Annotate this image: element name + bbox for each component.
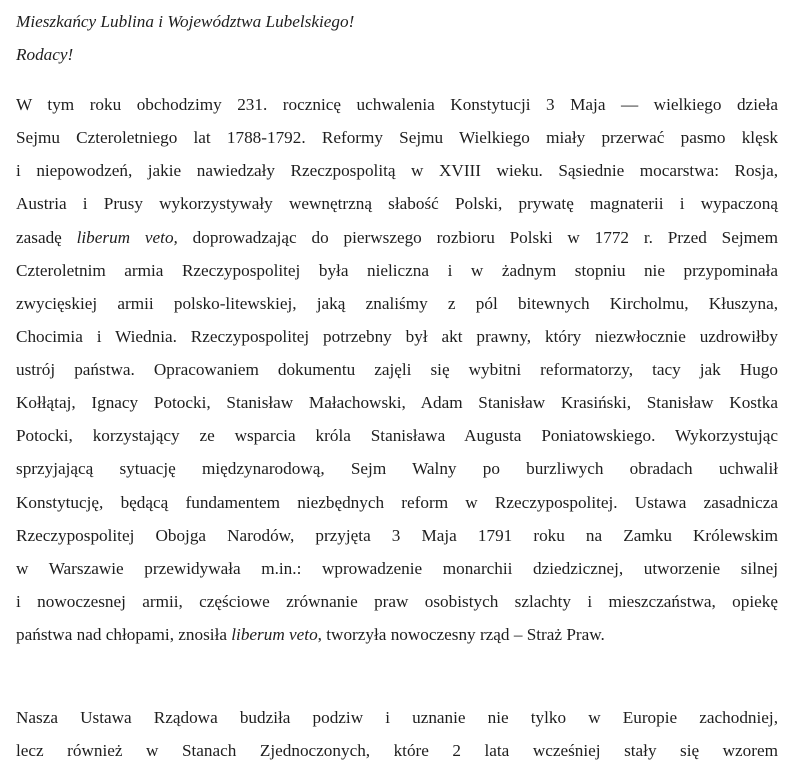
paragraph-line: Sejmu Czteroletniego lat 1788-1792. Reformy Sejmu Wielkiego miały przerwać pasmo klęsk: [16, 128, 778, 147]
paragraph-line: Czteroletnim armia Rzeczypospolitej była nieliczna i w żadnym stopniu nie przypominała: [16, 261, 778, 280]
italic-term: liberum veto: [231, 625, 318, 644]
paragraph-line: Austria i Prusy wykorzystywały wewnętrzną słabość Polski, prywatę magnaterii i wypaczoną: [16, 194, 778, 213]
text-run: zasadę: [16, 228, 77, 247]
paragraph-line: i niepowodzeń, jakie nawiedzały Rzeczpospolitą w XVIII wieku. Sąsiednie mocarstwa: Rosja,: [16, 161, 778, 180]
paragraph-line: lecz również w Stanach Zjednoczonych, które 2 lata wcześniej stały się wzorem: [16, 741, 778, 760]
paragraph-line: Nasza Ustawa Rządowa budziła podziw i uznanie nie tylko w Europie zachodniej,: [16, 708, 778, 727]
text-run: państwa nad chłopami, znosiła: [16, 625, 232, 644]
paragraph-line: i nowoczesnej armii, częściowe zrównanie praw osobistych szlachty i mieszczaństwa, opiekę: [16, 592, 778, 611]
italic-term: liberum veto,: [76, 228, 178, 247]
paragraph-line: Potocki, korzystający ze wsparcia króla Stanisława Augusta Poniatowskiego. Wykorzystując: [16, 426, 778, 445]
text-run: , tworzyła nowoczesny rząd – Straż Praw.: [317, 625, 605, 644]
paragraph-line: W tym roku obchodzimy 231. rocznicę uchwalenia Konstytucji 3 Maja — wielkiego dzieła: [16, 95, 778, 114]
greeting-line-2: Rodacy!: [16, 45, 74, 64]
paragraph-line: Rzeczypospolitej Obojga Narodów, przyjęta 3 Maja 1791 roku na Zamku Królewskim: [16, 526, 778, 545]
text-run: doprowadzając do pierwszego rozbioru Polski w 1772 r. Przed Sejmem: [177, 228, 778, 247]
greeting-line-1: Mieszkańcy Lublina i Województwa Lubelskiego!: [16, 12, 355, 31]
paragraph-line: [16, 221, 778, 254]
paragraph-line: Chocimia i Wiednia. Rzeczypospolitej potrzebny był akt prawny, który niezwłocznie uzdrowiłby: [16, 327, 778, 346]
paragraph-line: zwycięskiej armii polsko-litewskiej, jaką znaliśmy z pól bitewnych Kircholmu, Kłuszyna,: [16, 294, 778, 313]
paragraph-line: Konstytucję, będącą fundamentem niezbędnych reform w Rzeczypospolitej. Ustawa zasadnicza: [16, 493, 778, 512]
paragraph-line: [16, 618, 778, 651]
paragraph-line: sprzyjającą sytuację międzynarodową, Sejm Walny po burzliwych obradach uchwalił: [16, 459, 778, 478]
paragraph-line: ustrój państwa. Opracowaniem dokumentu zajęli się wybitni reformatorzy, tacy jak Hugo: [16, 360, 778, 379]
paragraph-line: Kołłątaj, Ignacy Potocki, Stanisław Małachowski, Adam Stanisław Krasiński, Stanisław Kostka: [16, 393, 778, 412]
paragraph-line: w Warszawie przewidywała m.in.: wprowadzenie monarchii dziedzicznej, utworzenie silnej: [16, 559, 778, 578]
